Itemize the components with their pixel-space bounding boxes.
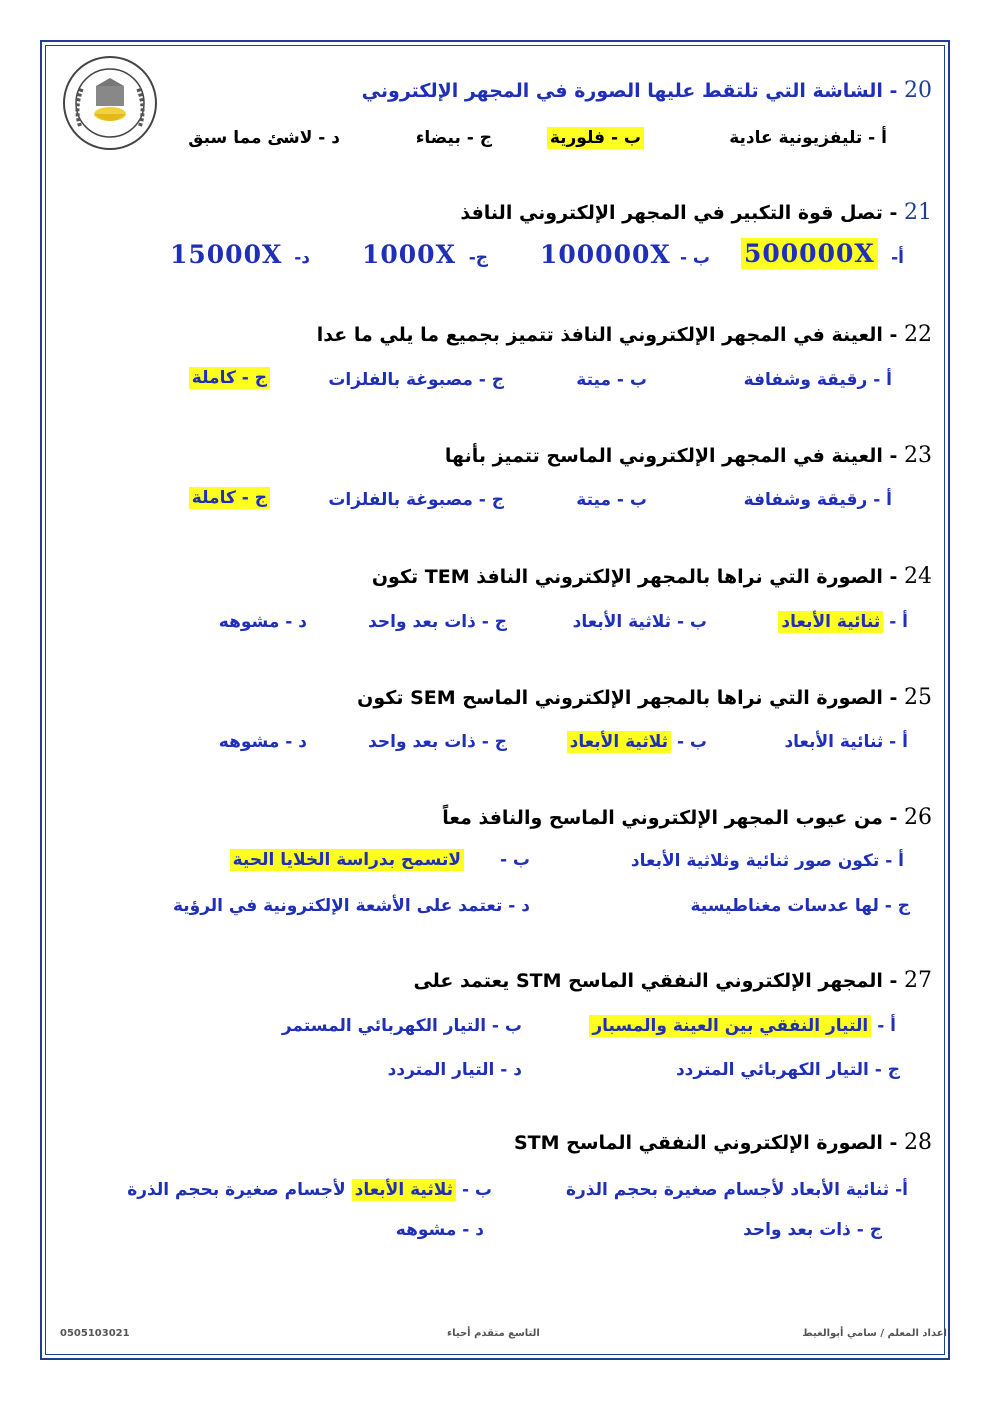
option-b-letter: ب - bbox=[679, 248, 710, 268]
option-c: ج - مصبوغة بالفلزات bbox=[328, 490, 504, 510]
option-d: د - تعتمد على الأشعة الإلكترونية في الرؤية bbox=[172, 896, 530, 916]
question-22 bbox=[317, 322, 932, 347]
footer-author: اعداد المعلم / سامي أبوالغيط bbox=[802, 1328, 947, 1339]
option-d bbox=[189, 368, 270, 388]
option-a-answer: ثنائية الأبعاد bbox=[778, 611, 883, 633]
question-text: - العينة في المجهر الإلكتروني النافذ تتميز بجميع ما يلي ما عدا bbox=[316, 324, 898, 346]
option-a-letter: أ - bbox=[889, 612, 908, 632]
option-d: د - لاشئ مما سبق bbox=[188, 128, 340, 148]
option-b-letter: ب - bbox=[676, 732, 707, 752]
question-text: - المجهر الإلكتروني النفقي الماسح STM يعتمد على bbox=[413, 970, 898, 992]
option-d-answer: ج - كاملة bbox=[189, 367, 270, 389]
question-number: 28 bbox=[904, 1130, 932, 1155]
option-a-answer: التيار النفقي بين العينة والمسبار bbox=[589, 1015, 871, 1037]
option-b-letter: ب - bbox=[499, 850, 530, 870]
option-b: ب - ميتة bbox=[576, 370, 647, 390]
option-c: ج - مصبوغة بالفلزات bbox=[328, 370, 504, 390]
option-c-letter: ج- bbox=[468, 248, 488, 268]
question-text: - الصورة التي نراها بالمجهر الإلكتروني النافذ TEM تكون bbox=[371, 566, 898, 588]
question-text: - الشاشة التي تلتقط عليها الصورة في المجهر الإلكتروني bbox=[361, 80, 898, 102]
question-text: - العينة في المجهر الإلكتروني الماسح تتميز بأنها bbox=[444, 445, 898, 467]
option-a: أ - رقيقة وشفافة bbox=[743, 370, 892, 390]
school-seal-icon bbox=[60, 48, 160, 158]
option-b-answer: لاتسمح بدراسة الخلايا الحية bbox=[230, 849, 464, 871]
option-a-letter: أ - bbox=[877, 1016, 896, 1036]
option-a bbox=[778, 612, 908, 632]
option-c: ج - التيار الكهربائي المتردد bbox=[675, 1060, 900, 1080]
option-a bbox=[589, 1016, 896, 1036]
footer-phone: 0505103021 bbox=[60, 1328, 130, 1339]
option-c: ج - ذات بعد واحد bbox=[743, 1220, 882, 1240]
option-d: د - التيار المتردد bbox=[387, 1060, 522, 1080]
option-a: أ - رقيقة وشفافة bbox=[743, 490, 892, 510]
option-c: ج - ذات بعد واحد bbox=[368, 732, 507, 752]
option-a-letter: أ- bbox=[891, 248, 904, 268]
question-number: 24 bbox=[904, 564, 932, 589]
option-c: ج - لها عدسات مغناطيسية bbox=[690, 896, 910, 916]
option-c: ج - بيضاء bbox=[415, 128, 492, 148]
option-b: ب - ميتة bbox=[576, 490, 647, 510]
option-d: د - مشوهه bbox=[218, 612, 307, 632]
option-a: أ - ثنائية الأبعاد bbox=[784, 732, 908, 752]
option-d bbox=[189, 488, 270, 508]
option-b bbox=[547, 128, 644, 148]
option-a: أ - تكون صور ثنائية وثلاثية الأبعاد bbox=[630, 851, 904, 871]
option-a-answer: 500000X bbox=[741, 238, 878, 269]
question-text: - من عيوب المجهر الإلكتروني الماسح والنافذ معاً bbox=[442, 807, 898, 829]
option-b bbox=[567, 732, 707, 752]
question-21 bbox=[460, 200, 932, 225]
question-25 bbox=[357, 685, 932, 710]
option-d: د - مشوهه bbox=[218, 732, 307, 752]
option-d-letter: د- bbox=[294, 248, 310, 268]
option-c: ج - ذات بعد واحد bbox=[368, 612, 507, 632]
question-number: 23 bbox=[904, 443, 932, 468]
option-b: ب - ثلاثية الأبعاد bbox=[572, 612, 707, 632]
option-d: د - مشوهه bbox=[395, 1220, 484, 1240]
option-c-value: 1000X bbox=[362, 240, 456, 269]
question-20 bbox=[362, 78, 932, 103]
option-a: أ - تليفزيونية عادية bbox=[729, 128, 887, 148]
question-number: 26 bbox=[904, 805, 932, 830]
option-b-letter: ب - bbox=[461, 1180, 492, 1200]
question-number: 22 bbox=[904, 322, 932, 347]
question-number: 25 bbox=[904, 685, 932, 710]
question-text: - الصورة التي نراها بالمجهر الإلكتروني الماسح SEM تكون bbox=[357, 687, 898, 709]
option-d-answer: ج - كاملة bbox=[189, 487, 270, 509]
option-b bbox=[127, 1180, 492, 1200]
question-27 bbox=[413, 968, 932, 993]
question-number: 27 bbox=[904, 968, 932, 993]
option-b-rest: لأجسام صغيرة بحجم الذرة bbox=[127, 1180, 346, 1200]
question-26 bbox=[442, 805, 932, 830]
option-b-answer: ب - فلورية bbox=[547, 127, 644, 149]
question-24 bbox=[372, 564, 932, 589]
option-a: أ- ثنائية الأبعاد لأجسام صغيرة بحجم الذرة bbox=[565, 1180, 908, 1200]
option-b-answer: ثلاثية الأبعاد bbox=[567, 731, 671, 753]
question-number: 21 bbox=[904, 200, 932, 225]
option-b-answer: ثلاثية الأبعاد bbox=[352, 1179, 456, 1201]
question-text: - تصل قوة التكبير في المجهر الإلكتروني النافذ bbox=[460, 202, 898, 224]
question-28 bbox=[514, 1130, 932, 1155]
question-23 bbox=[445, 443, 932, 468]
question-text: - الصورة الإلكتروني النفقي الماسح STM bbox=[513, 1132, 898, 1154]
option-b: ب - التيار الكهربائي المستمر bbox=[281, 1016, 522, 1036]
footer-course: التاسع متقدم أحياء bbox=[447, 1328, 540, 1339]
question-number: 20 bbox=[904, 78, 932, 103]
option-b bbox=[230, 850, 530, 870]
option-d-value: 15000X bbox=[170, 240, 283, 269]
option-b-value: 100000X bbox=[540, 240, 671, 269]
